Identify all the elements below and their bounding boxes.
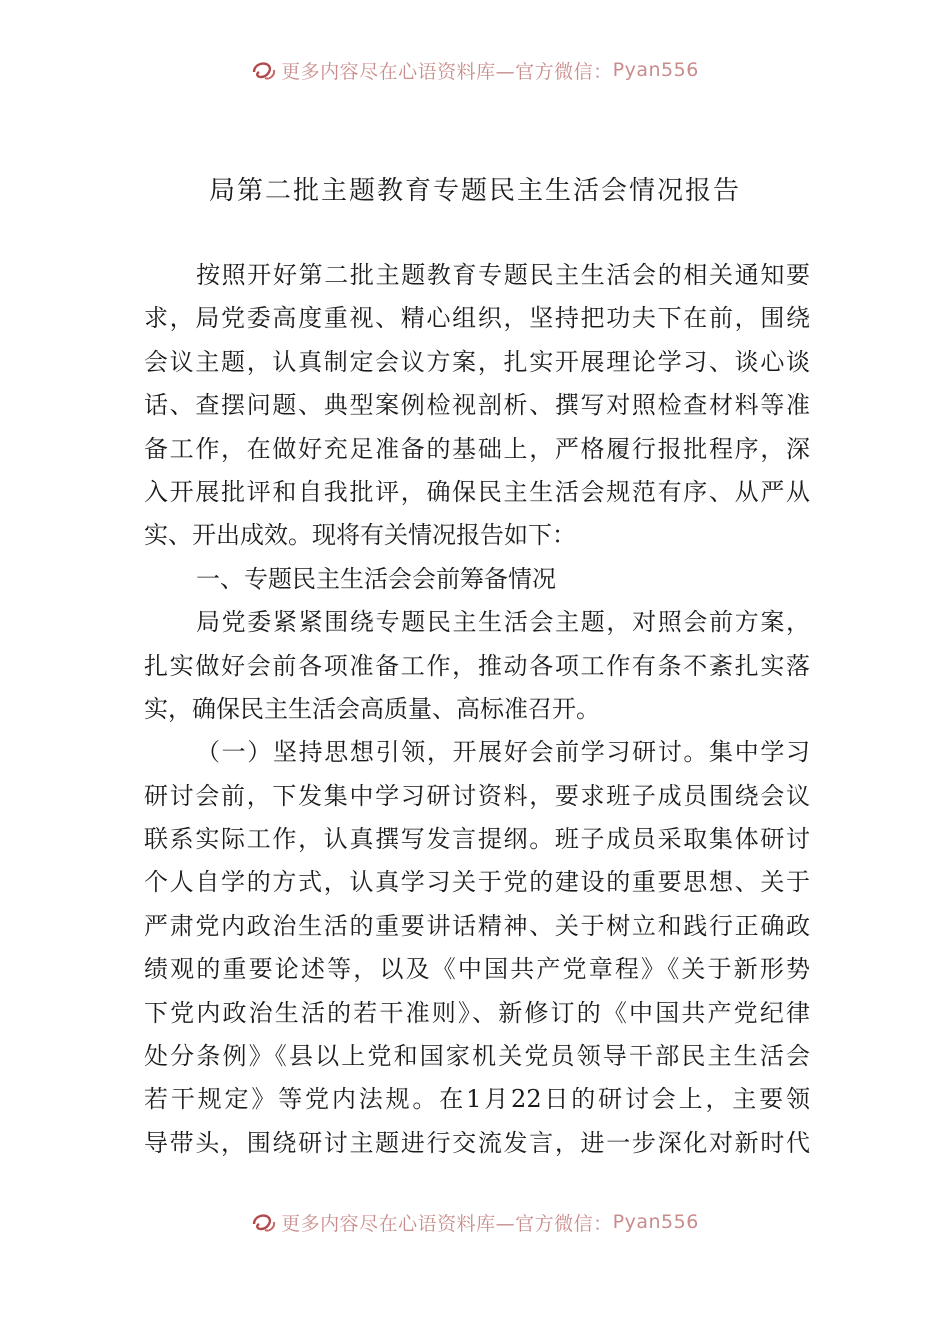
text-line: 话、查摆问题、典型案例检视剖析、撰写对照检查材料等准 xyxy=(144,391,810,420)
text-line: 处分条例》《县以上党和国家机关党员领导干部民主生活会 xyxy=(144,1042,810,1071)
text-line: 实、开出成效。现将有关情况报告如下： xyxy=(144,521,576,550)
text-line: 局党委紧紧围绕专题民主生活会主题，对照会前方案， xyxy=(196,608,810,637)
text-line: 绩观的重要论述等，以及《中国共产党章程》《关于新形势 xyxy=(144,955,810,984)
document-title: 局第二批主题教育专题民主生活会情况报告 xyxy=(208,176,741,206)
document-body xyxy=(144,254,810,1165)
watermark-text: 更多内容尽在心语资料库—官方微信： xyxy=(281,60,613,83)
text-line: 会议主题，认真制定会议方案，扎实开展理论学习、谈心谈 xyxy=(144,347,810,376)
watermark-account: Pyan556 xyxy=(612,1211,699,1233)
text-line: 导带头，围绕研讨主题进行交流发言，进一步深化对新时代 xyxy=(144,1128,810,1157)
text-line: 研讨会前，下发集中学习研讨资料，要求班子成员围绕会议 xyxy=(144,781,810,810)
text-line: 备工作，在做好充足准备的基础上，严格履行报批程序，深 xyxy=(144,434,810,463)
text-line: 严肃党内政治生活的重要讲话精神、关于树立和践行正确政 xyxy=(144,911,810,940)
text-line: 按照开好第二批主题教育专题民主生活会的相关通知要 xyxy=(196,261,810,289)
text-line: 个人自学的方式，认真学习关于党的建设的重要思想、关于 xyxy=(144,868,810,897)
text-line: 下党内政治生活的若干准则》、新修订的《中国共产党纪律 xyxy=(144,998,810,1027)
text-line: 扎实做好会前各项准备工作，推动各项工作有条不紊扎实落 xyxy=(144,651,810,680)
watermark-account: Pyan556 xyxy=(612,59,699,81)
text-line: 若干规定》等党内法规。在1月22日的研讨会上，主要领 xyxy=(144,1085,810,1114)
section-heading: 一、专题民主生活会会前筹备情况 xyxy=(196,564,556,593)
watermark-text: 更多内容尽在心语资料库—官方微信： xyxy=(281,1212,613,1235)
subsection-line: （一）坚持思想引领，开展好会前学习研讨。集中学习 xyxy=(196,738,810,767)
watermark-footer xyxy=(0,1202,950,1242)
watermark-logo-icon xyxy=(251,58,277,82)
watermark-logo-icon xyxy=(251,1210,277,1234)
text-line: 求，局党委高度重视、精心组织，坚持把功夫下在前，围绕 xyxy=(144,304,810,333)
text-line: 实，确保民主生活会高质量、高标准召开。 xyxy=(144,694,600,723)
text-line: 联系实际工作，认真撰写发言提纲。班子成员采取集体研讨 xyxy=(144,825,810,854)
watermark-header xyxy=(0,50,950,90)
text-line: 入开展批评和自我批评，确保民主生活会规范有序、从严从 xyxy=(144,477,810,506)
